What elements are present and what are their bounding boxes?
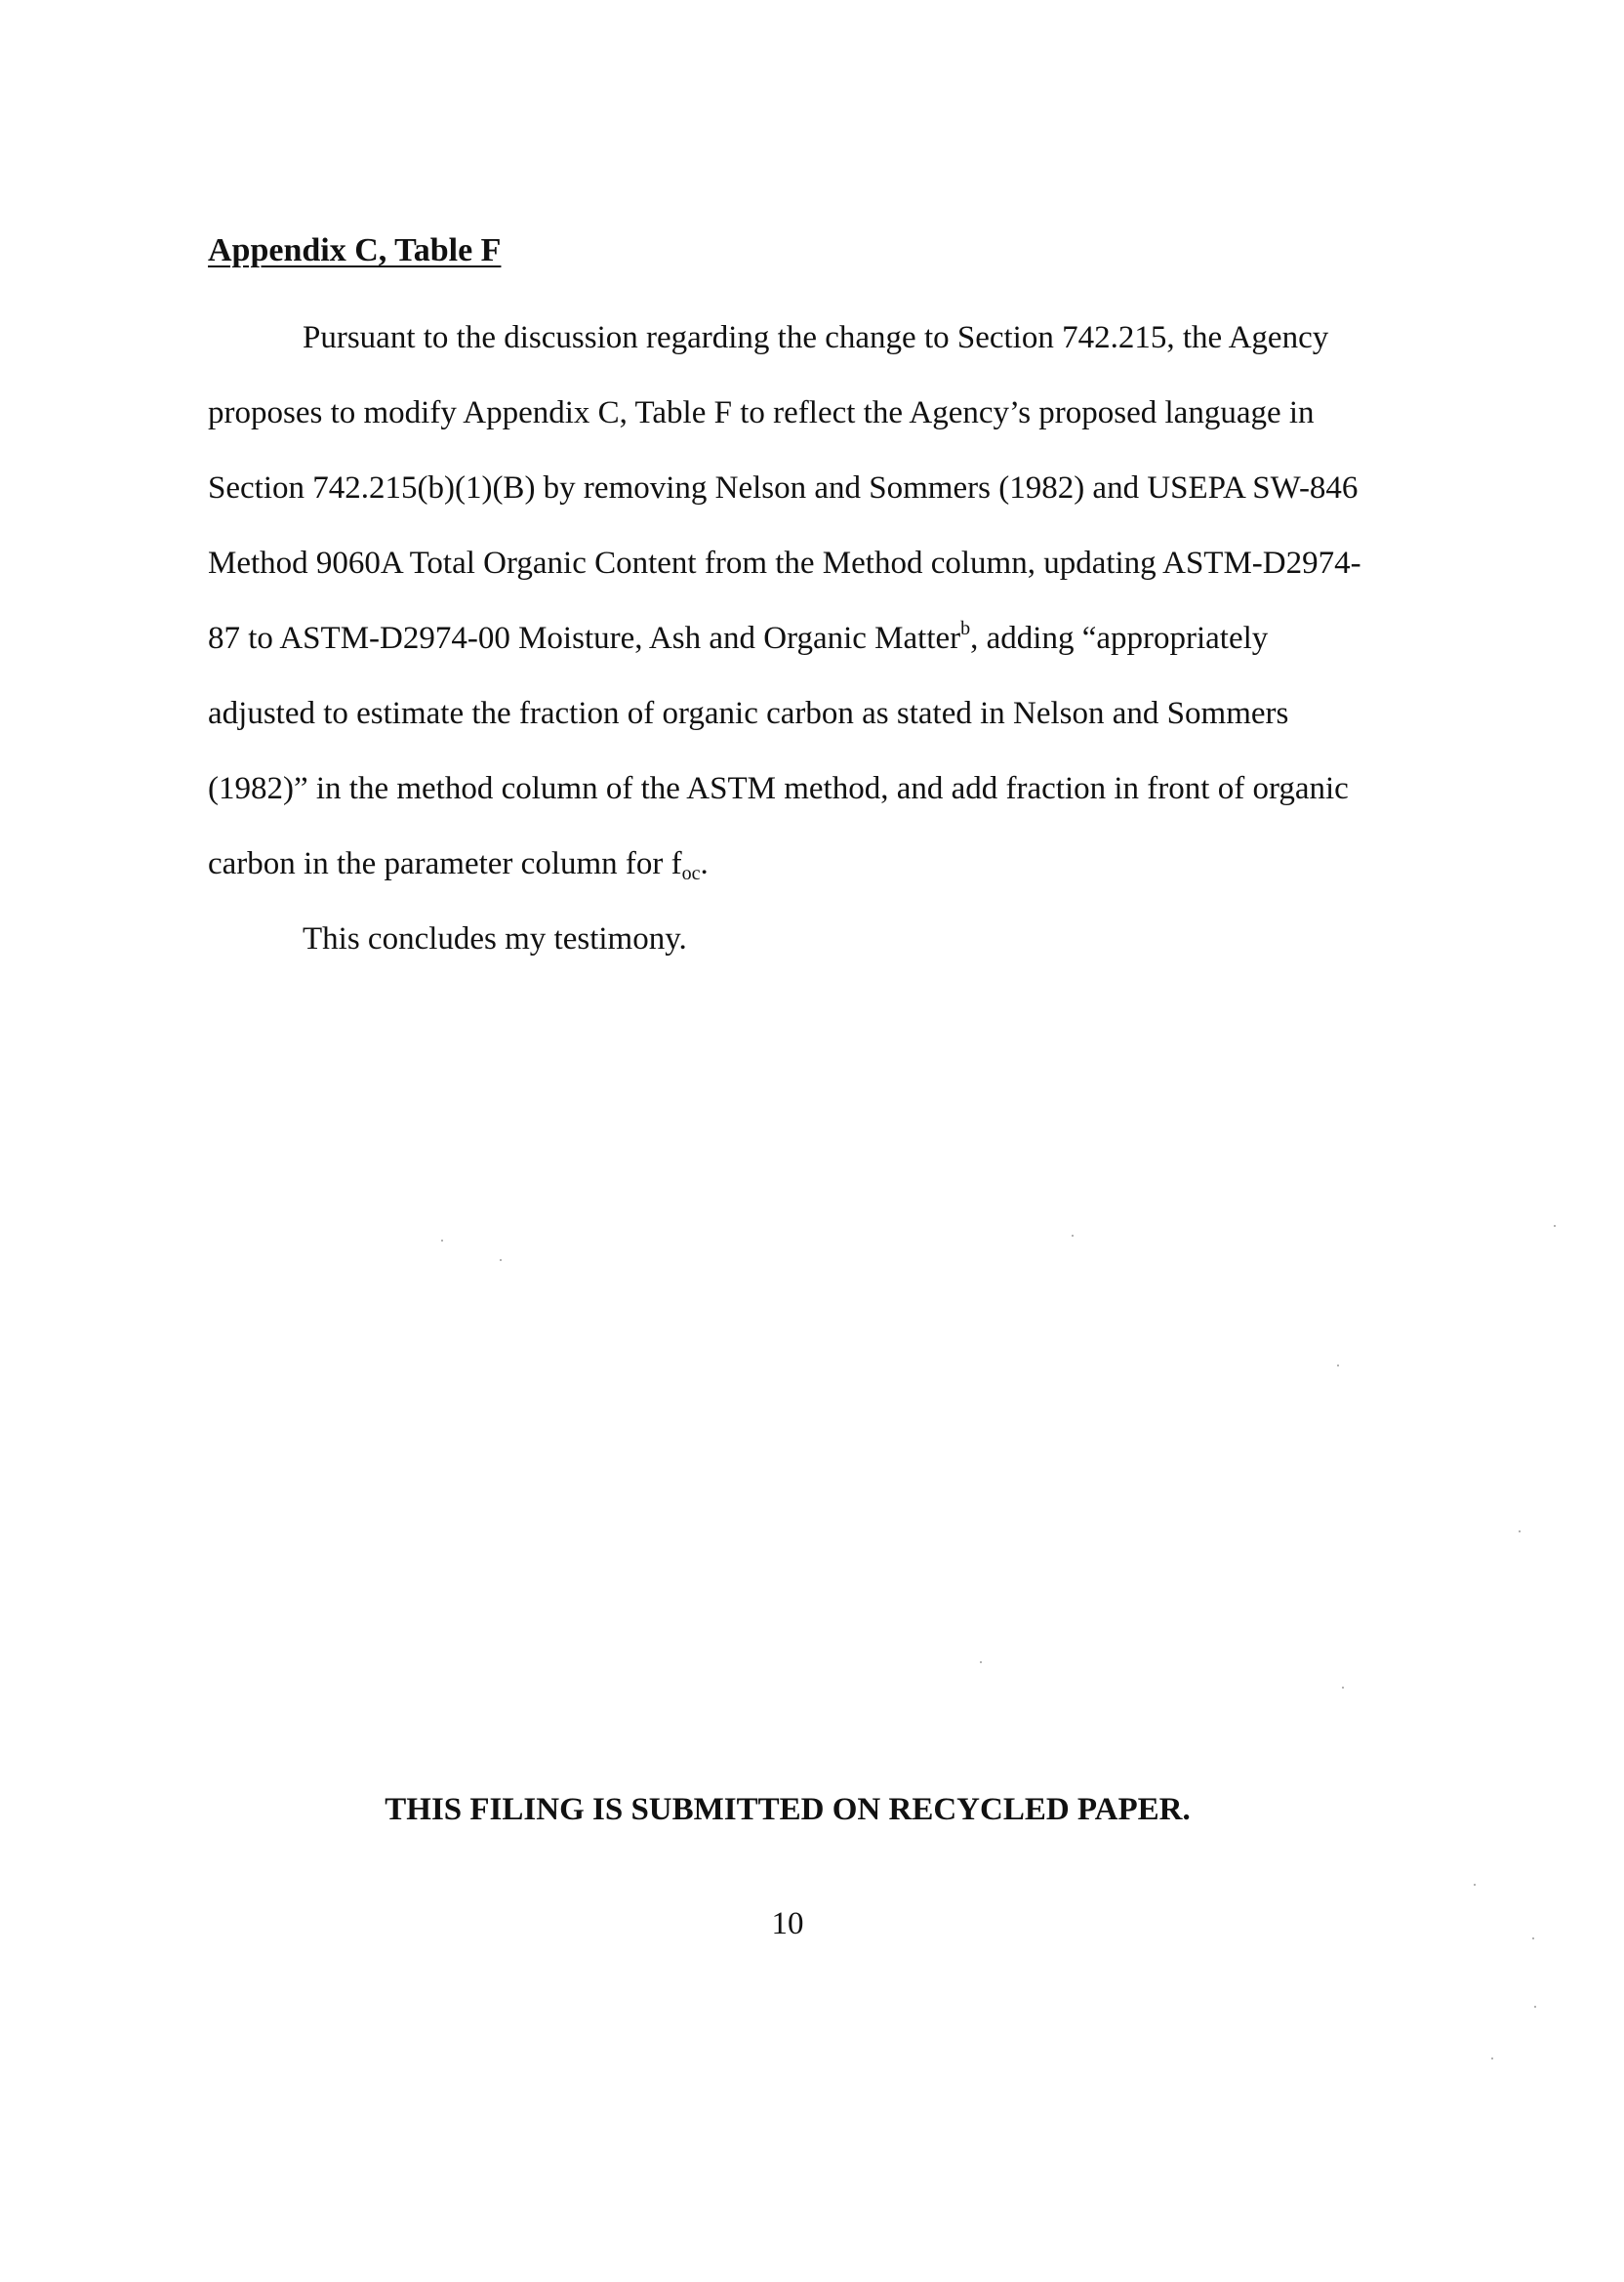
- paragraph-line-5-text-a: 87 to ASTM-D2974-00 Moisture, Ash and Organic Matter: [208, 621, 961, 656]
- paragraph-line-5: [208, 618, 1269, 656]
- paragraph-line-5-text-b: , adding “appropriately: [970, 621, 1269, 656]
- paragraph-line-2: proposes to modify Appendix C, Table F to reflect the Agency’s proposed language in: [208, 395, 1315, 430]
- scan-speck: [980, 1661, 982, 1663]
- scan-speck: [1554, 1225, 1556, 1227]
- scan-speck: [500, 1259, 502, 1261]
- scan-speck: [1519, 1530, 1521, 1532]
- scan-speck: [441, 1240, 443, 1242]
- paragraph-line-1: Pursuant to the discussion regarding the change to Section 742.215, the Agency: [303, 320, 1329, 355]
- closing-line: This concludes my testimony.: [303, 921, 687, 957]
- scan-speck: [1532, 1937, 1534, 1939]
- scan-speck: [1072, 1235, 1074, 1237]
- scan-speck: [1337, 1365, 1339, 1366]
- subscript-oc: oc: [681, 863, 701, 884]
- scan-speck: [1474, 1884, 1476, 1886]
- page-number: 10: [771, 1906, 804, 1941]
- paragraph-line-4: Method 9060A Total Organic Content from the Method column, updating ASTM-D2974-: [208, 546, 1361, 581]
- scan-speck: [1491, 2058, 1493, 2059]
- section-heading: Appendix C, Table F: [208, 232, 502, 268]
- recycled-paper-notice: THIS FILING IS SUBMITTED ON RECYCLED PAPER.: [385, 1792, 1191, 1827]
- paragraph-line-8: [208, 846, 709, 884]
- footnote-marker-b: b: [960, 618, 971, 639]
- scan-speck: [1342, 1687, 1344, 1689]
- paragraph-line-3: Section 742.215(b)(1)(B) by removing Nelson and Sommers (1982) and USEPA SW-846: [208, 470, 1359, 506]
- paragraph-line-7: (1982)” in the method column of the ASTM method, and add fraction in front of organic: [208, 771, 1349, 806]
- paragraph-line-8-text-a: carbon in the parameter column for f: [208, 846, 682, 881]
- scan-speck: [1534, 2006, 1536, 2008]
- paragraph-line-8-text-b: .: [700, 846, 709, 881]
- paragraph-line-6: adjusted to estimate the fraction of organic carbon as stated in Nelson and Sommers: [208, 696, 1289, 731]
